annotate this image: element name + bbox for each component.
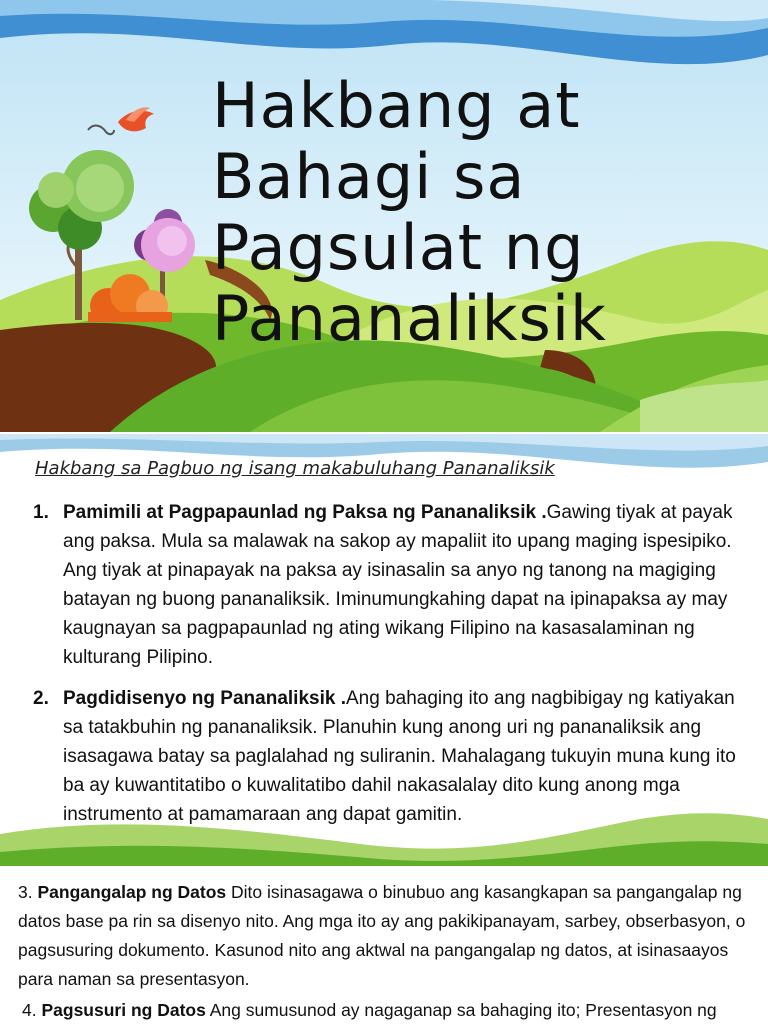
title-line: Bahagi sa	[212, 140, 526, 213]
step-title: Pagdidisenyo ng Pananaliksik .	[63, 688, 346, 709]
step-body	[63, 684, 748, 829]
step-text: Gawing tiyak at payak ang paksa. Mula sa malawak na sakop ay mapaliit ito upang maging ispesipiko. Ang tiyak at pinapayak na paksa ay isinasalin sa anyo ng tanong na magiging batayan ng buong pananaliksik. Iminumungkahing dapat na ipinapaksa ay may kaugnayan sa pagpapaunlad ng ating wikang Filipino na kasasalaminan ng kulturang Pilipino.	[63, 502, 733, 668]
list-item	[33, 684, 748, 829]
slide-title	[212, 70, 752, 354]
step-body	[63, 498, 748, 672]
title-slide	[0, 0, 768, 432]
step-text: Ang bahaging ito ang nagbibigay ng katiyakan sa tatakbuhin ng pananaliksik. Planuhin kung anong uri ng pananaliksik ang isasagawa batay sa paglalahad ng suliranin. Mahalagang tukuyin muna kung ito ba ay kuwantitatibo o kuwalitatibo dahil nakasalalay dito kung anong mga instrumento at pamamaraan ang dapat gamitin.	[63, 688, 736, 825]
title-line: Pagsulat ng	[212, 211, 585, 284]
paragraph-step-4	[22, 996, 762, 1024]
title-line: Hakbang at	[212, 69, 581, 142]
step-title: Pamimili at Pagpapaunlad ng Paksa ng Pananaliksik .	[63, 502, 547, 523]
bush-icon	[88, 272, 172, 322]
step-text: Ang sumusunod ay nagaganap sa bahaging ito; Presentasyon ng	[209, 1000, 717, 1020]
step-number: 3.	[18, 882, 33, 902]
text-slide	[0, 868, 768, 1024]
paragraph-step-3	[18, 878, 748, 994]
steps-list	[33, 498, 748, 841]
step-title: Pagsusuri ng Datos	[41, 1000, 206, 1020]
title-line: Pananaliksik	[212, 282, 607, 355]
step-text: Dito isinasagawa o binubuo ang kasangkapan sa pangangalap ng datos base pa rin sa disenyo nito. Ang mga ito ay ang pakikipanayam, sarbey, obserbasyon, o pagsusuring dokumento. Kasunod nito ang aktwal na pangangalap ng datos, at isinasaayos para naman sa presentasyon.	[18, 882, 746, 989]
list-item	[33, 498, 748, 672]
step-number: 4.	[22, 1000, 37, 1020]
step-title: Pangangalap ng Datos	[37, 882, 227, 902]
bird-icon	[84, 102, 158, 142]
step-number: 2.	[33, 688, 49, 709]
steps-slide	[0, 434, 768, 866]
step-number: 1.	[33, 502, 49, 523]
section-heading: Hakbang sa Pagbuo ng isang makabuluhang Pananaliksik	[35, 458, 555, 479]
